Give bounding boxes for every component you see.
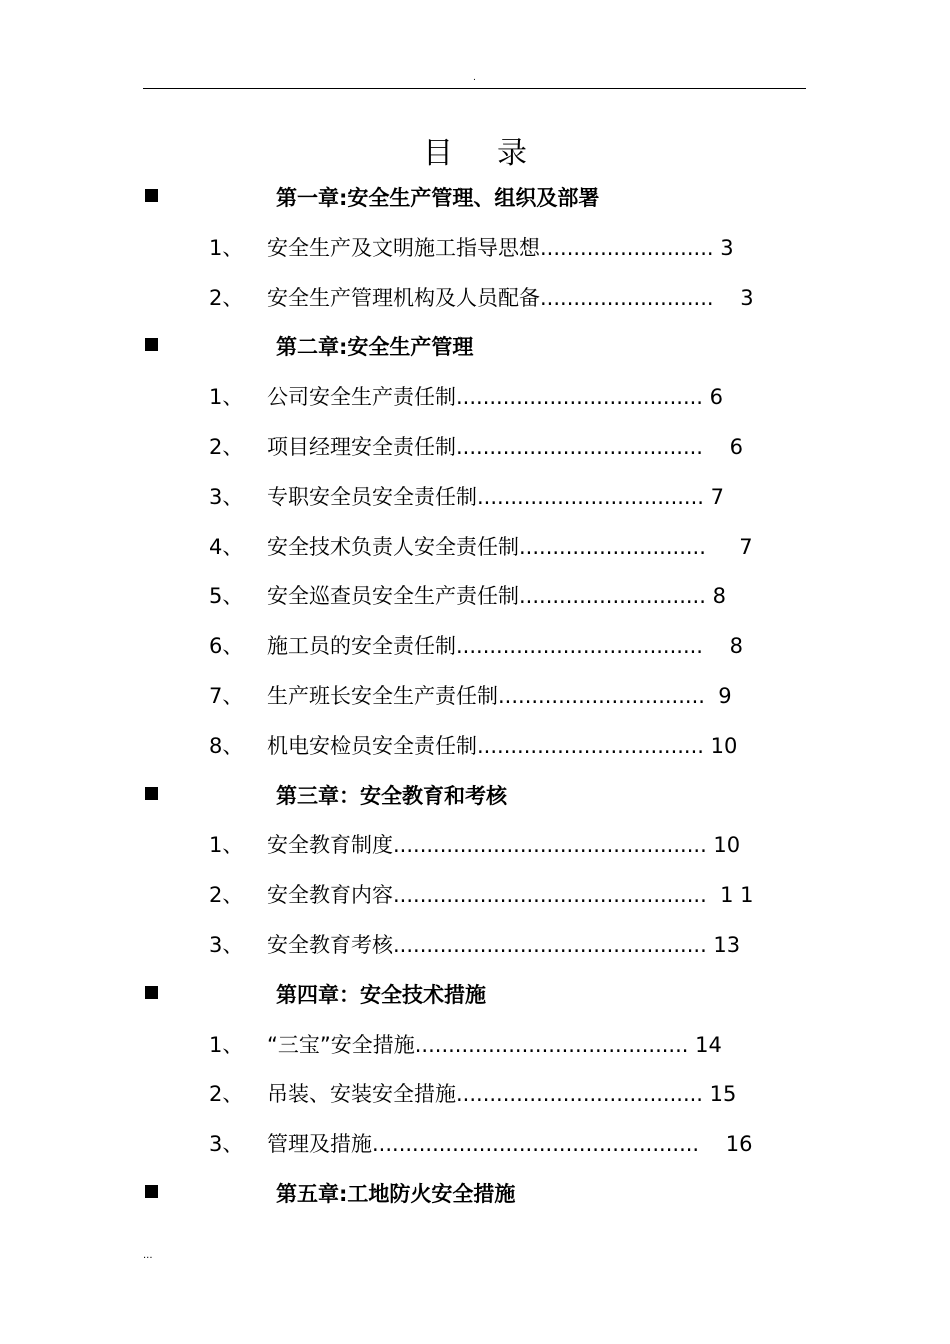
entry-text: 安全教育内容............................................... 1 1: [267, 883, 754, 908]
toc-entry: [0, 574, 950, 614]
entry-text: 管理及措施................................................. 16: [267, 1132, 753, 1157]
entry-text: 安全教育制度............................................... 10: [267, 833, 741, 858]
entry-text: “三宝”安全措施......................................... 14: [267, 1032, 722, 1057]
entry-text: 安全教育考核............................................... 13: [267, 933, 741, 957]
toc-entry: [0, 475, 950, 515]
square-bullet-icon: [145, 1185, 158, 1198]
entry-text: 安全生产管理机构及人员配备.......................... 3: [267, 285, 754, 310]
toc-entry: [0, 1072, 950, 1112]
entry-text: 吊装、安装安全措施..................................... 15: [267, 1082, 737, 1107]
toc-entry: [0, 674, 950, 714]
chapter-title: 第二章:安全生产管理: [276, 335, 474, 360]
square-bullet-icon: [145, 189, 158, 202]
square-bullet-icon: [145, 338, 158, 351]
entry-number: 8、: [209, 733, 244, 758]
toc-chapter: [0, 774, 950, 814]
toc-entry: [0, 425, 950, 465]
toc-entry: [0, 923, 950, 963]
entry-number: 1、: [209, 1032, 244, 1057]
chapter-title: 第五章:工地防火安全措施: [276, 1182, 516, 1206]
square-bullet-icon: [145, 787, 158, 800]
toc-entry: [0, 375, 950, 415]
page-title: 目录: [423, 136, 571, 171]
toc-entry: [0, 624, 950, 664]
entry-text: 安全巡查员安全生产责任制............................ 8: [267, 584, 726, 609]
toc-chapter: [0, 973, 950, 1013]
header-mark: .: [473, 73, 476, 83]
entry-text: 安全技术负责人安全责任制............................ 7: [267, 534, 753, 559]
entry-text: 公司安全生产责任制..................................... 6: [267, 385, 724, 410]
entry-number: 4、: [209, 534, 244, 559]
entry-text: 机电安检员安全责任制.................................. 10: [267, 733, 738, 758]
entry-text: 专职安全员安全责任制.................................. 7: [267, 484, 724, 509]
toc-chapter: [0, 325, 950, 365]
toc-chapter: [0, 176, 950, 216]
chapter-title: 第四章：安全技术措施: [276, 982, 486, 1007]
entry-text: 安全生产及文明施工指导思想.......................... 3: [267, 235, 734, 260]
toc-chapter: [0, 1172, 950, 1212]
entry-number: 2、: [209, 285, 244, 310]
chapter-title: 第一章:安全生产管理、组织及部署: [276, 186, 600, 210]
toc-entry: [0, 525, 950, 565]
entry-text: 生产班长安全生产责任制............................... 9: [267, 684, 732, 708]
toc-entry: [0, 724, 950, 764]
entry-text: 施工员的安全责任制..................................... 8: [267, 634, 744, 659]
entry-number: 3、: [209, 1132, 244, 1157]
entry-number: 1、: [209, 235, 244, 260]
toc-entry: [0, 276, 950, 316]
header-rule: [143, 88, 806, 89]
toc-entry: [0, 873, 950, 913]
entry-number: 1、: [209, 385, 244, 410]
entry-number: 2、: [209, 435, 244, 459]
entry-text: 项目经理安全责任制..................................... 6: [267, 435, 744, 459]
entry-number: 3、: [209, 484, 244, 509]
toc-entry: [0, 823, 950, 863]
entry-number: 6、: [209, 634, 244, 659]
entry-number: 3、: [209, 933, 244, 957]
toc-entry: [0, 226, 950, 266]
entry-number: 2、: [209, 1082, 244, 1107]
entry-number: 2、: [209, 883, 244, 908]
square-bullet-icon: [145, 986, 158, 999]
entry-number: 1、: [209, 833, 244, 858]
entry-number: 7、: [209, 684, 244, 708]
entry-number: 5、: [209, 584, 244, 609]
chapter-title: 第三章：安全教育和考核: [276, 783, 507, 808]
toc-entry: [0, 1023, 950, 1063]
footer-mark: ...: [143, 1250, 153, 1261]
toc-entry: [0, 1122, 950, 1162]
